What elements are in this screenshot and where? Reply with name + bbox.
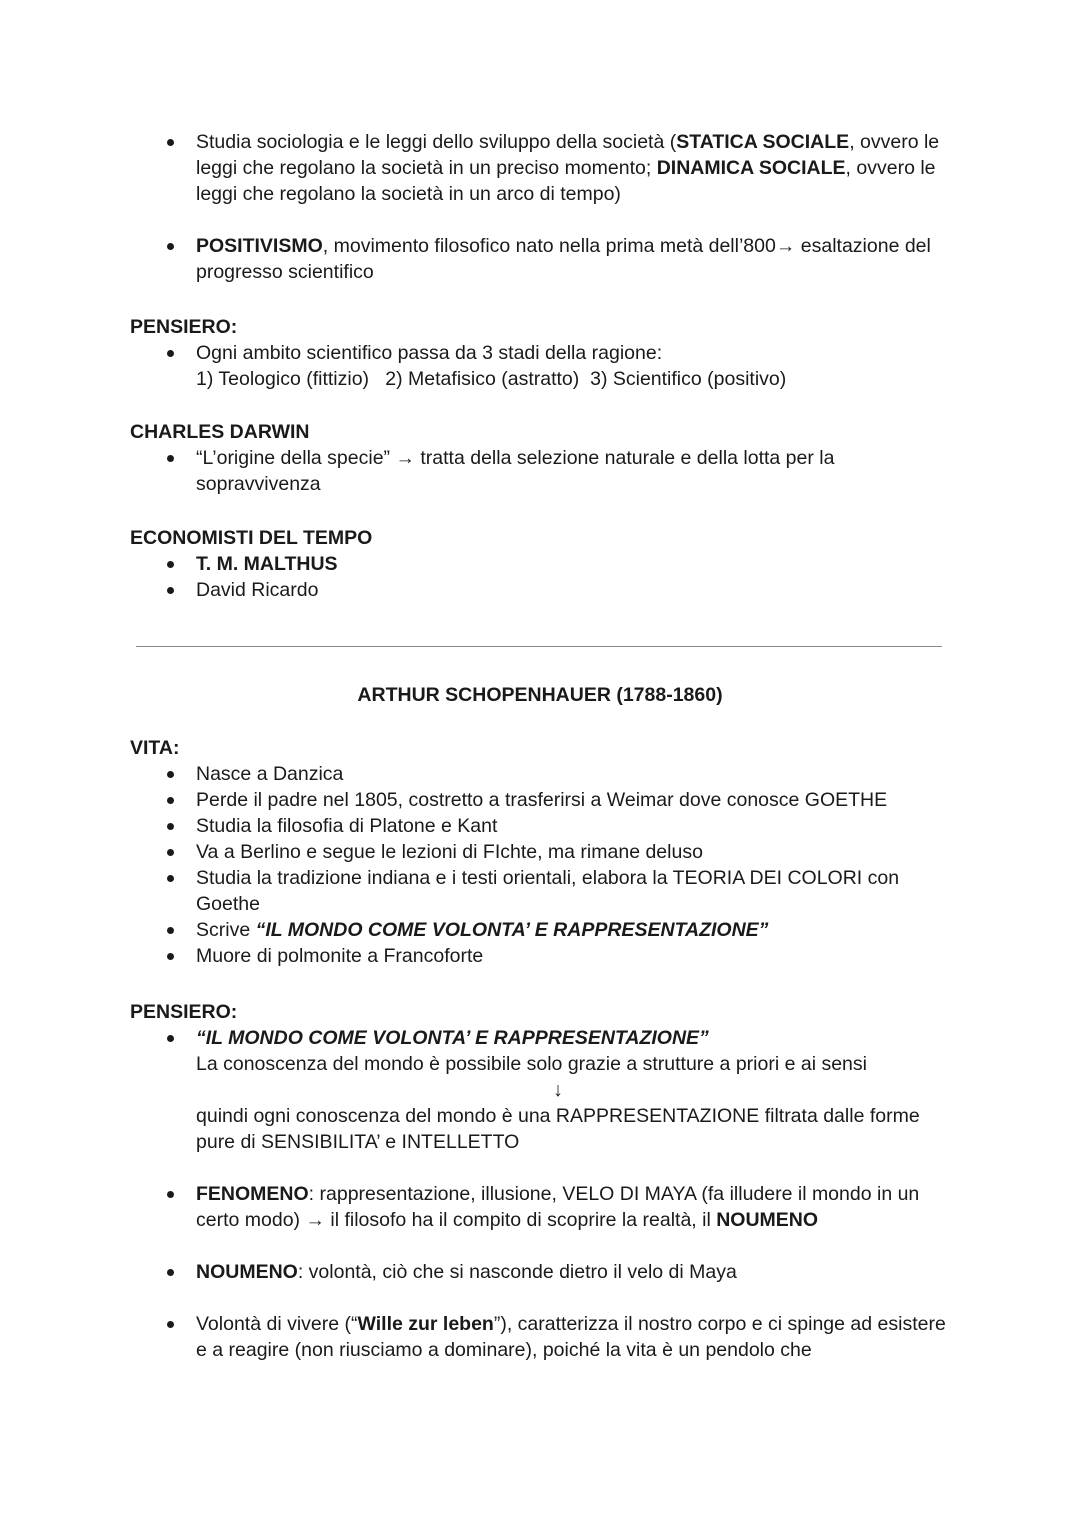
list-item: Studia la filosofia di Platone e Kant: [130, 813, 960, 839]
section-heading: VITA:: [130, 737, 180, 759]
pensiero-section-2: [130, 999, 960, 1363]
list-item: POSITIVISMO, movimento filosofico nato nella prima metà dell’800→ esaltazione del progresso scientifico: [130, 233, 960, 285]
economisti-section: [130, 525, 960, 603]
list-item: FENOMENO: rappresentazione, illusione, VELO DI MAYA (fa illudere il mondo in un certo modo) → il filosofo ha il compito di scoprire la realtà, il NOUMENO: [130, 1181, 960, 1233]
list-item: “IL MONDO COME VOLONTA’ E RAPPRESENTAZIONE” La conoscenza del mondo è possibile solo grazie a strutture a priori e ai sensi ↓ quindi ogni conoscenza del mondo è una RAPPRESENTAZIONE filtrata dalle forme pure di SENSIBILITA’ e INTELLETTO: [130, 1025, 960, 1155]
list-item: Perde il padre nel 1805, costretto a trasferirsi a Weimar dove conosce GOETHE: [130, 787, 960, 813]
list-item: “L’origine della specie” → tratta della selezione naturale e della lotta per la sopravvivenza: [130, 445, 960, 497]
vita-section: [130, 735, 960, 969]
list-item: Studia la tradizione indiana e i testi orientali, elabora la TEORIA DEI COLORI con Goethe: [130, 865, 960, 917]
list-item: Muore di polmonite a Francoforte: [130, 943, 960, 969]
list-item: Volontà di vivere (“Wille zur leben”), caratterizza il nostro corpo e ci spinge ad esistere e a reagire (non riusciamo a dominare), poiché la vita è un pendolo che: [130, 1311, 960, 1363]
list-item: Studia sociologia e le leggi dello sviluppo della società (STATICA SOCIALE, ovvero le leggi che regolano la società in un preciso momento; DINAMICA SOCIALE, ovvero le leggi che regolano la società in un arco di tempo): [130, 129, 960, 207]
section-heading: CHARLES DARWIN: [130, 421, 310, 443]
section-heading: PENSIERO:: [130, 316, 238, 338]
list-item: Va a Berlino e segue le lezioni di FIchte, ma rimane deluso: [130, 839, 960, 865]
list-item: T. M. MALTHUS: [130, 551, 960, 577]
divider: [136, 646, 942, 647]
list-item: Ogni ambito scientifico passa da 3 stadi della ragione: 1) Teologico (fittizio) 2) Metafisico (astratto) 3) Scientifico (positivo): [130, 340, 960, 392]
pensiero-section-1: [130, 314, 960, 392]
intro-section: [130, 129, 960, 285]
darwin-section: [130, 419, 960, 497]
list-item: Nasce a Danzica: [130, 761, 960, 787]
down-arrow-icon: ↓: [553, 1079, 563, 1101]
list-item: David Ricardo: [130, 577, 960, 603]
list-item: NOUMENO: volontà, ciò che si nasconde dietro il velo di Maya: [130, 1259, 960, 1285]
list-item: Scrive “IL MONDO COME VOLONTA’ E RAPPRESENTAZIONE”: [130, 917, 960, 943]
section-heading: PENSIERO:: [130, 1001, 238, 1023]
page-title: ARTHUR SCHOPENHAUER (1788-1860): [357, 684, 723, 706]
section-heading: ECONOMISTI DEL TEMPO: [130, 527, 373, 549]
